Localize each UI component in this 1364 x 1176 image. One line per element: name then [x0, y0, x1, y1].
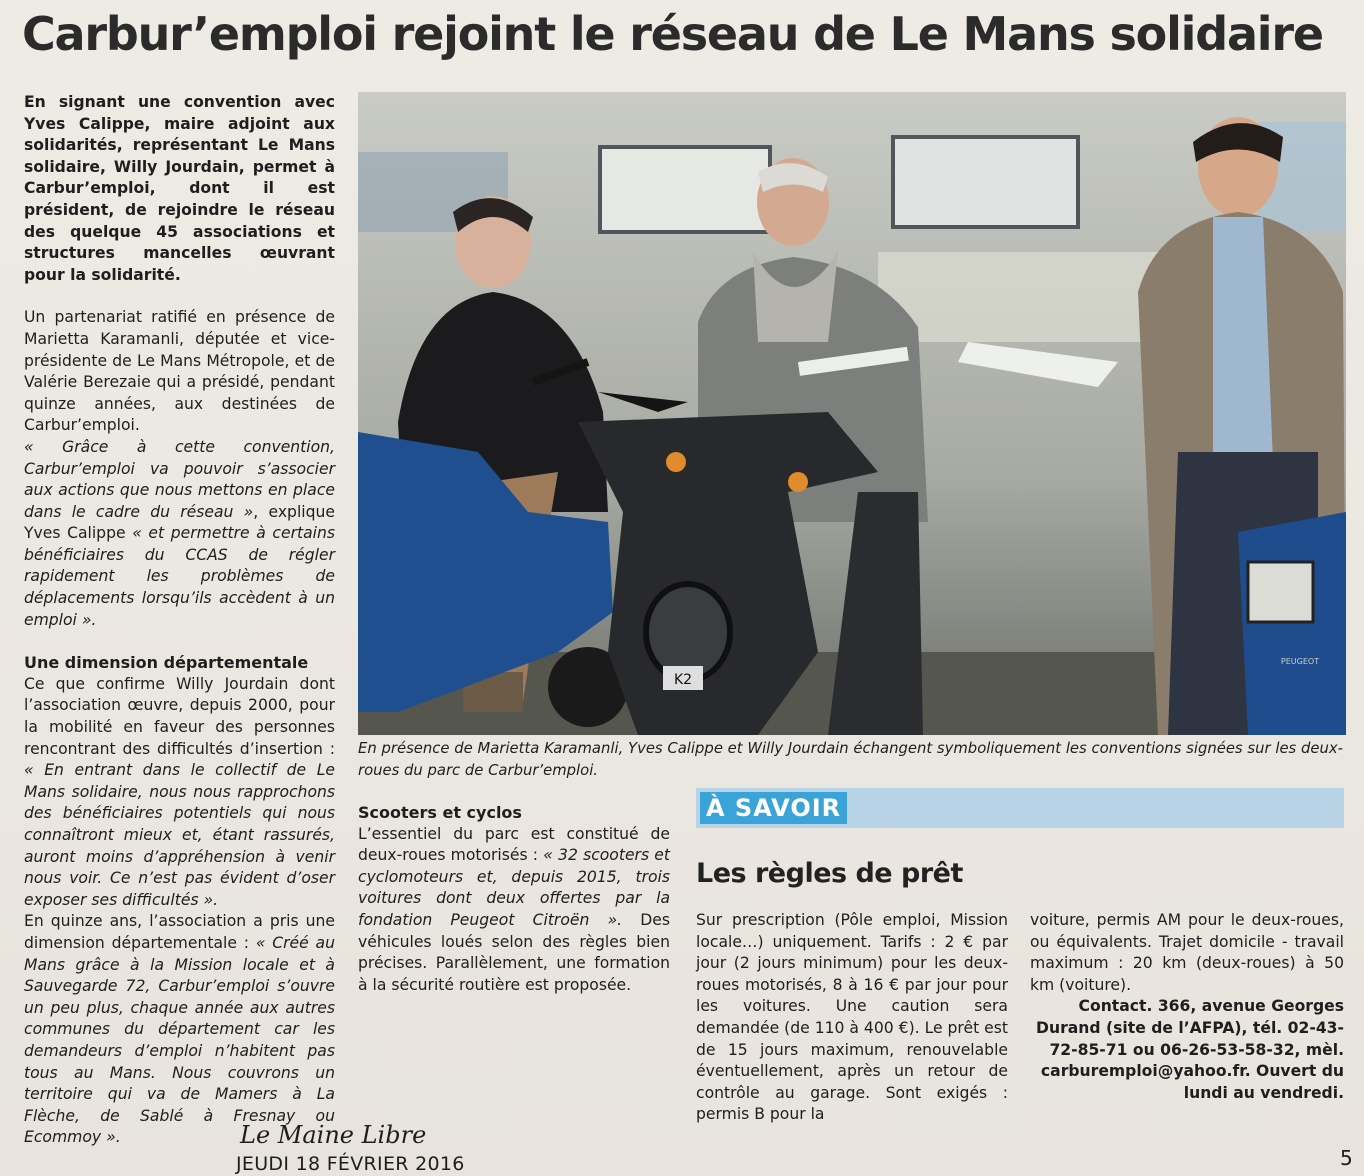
box-column-right: voiture, permis AM pour le deux-roues, ou équivalents. Trajet domicile - travail maximum : 20 km (deux-roues) à 50 km (voiture). Contact. 366, avenue Georges Durand (site de l’AFPA), tél. 02-43-72-85-71 ou 06-26-53-58-32, mèl. carburemploi@yahoo.fr. Ouvert du lundi au vendredi.: [1030, 910, 1344, 1104]
page-number: 5: [1340, 1146, 1353, 1170]
quote: « Créé au Mans grâce à la Mission locale et à Sauvegarde 72, Carbur’emploi s’ouvre un peu plus, chaque année aux autres communes du département car les demandeurs d’emploi n’habitent pas tous au Mans. Nous couvrons un territoire qui va de Mamers à La Flèche, de Sablé à Fresnay ou Ecommoy ».: [24, 933, 335, 1147]
quote: « En entrant dans le collectif de Le Mans solidaire, nous nous rapprochons des bénéficiaires potentiels qui nous connaîtront mieux et, étant rassurés, auront moins d’appréhension à venir nous voir. Ce n’est pas évident d’oser exposer ses difficultés ».: [24, 761, 335, 909]
body-paragraph-4: En quinze ans, l’association a pris une dimension départementale : « Créé au Mans grâce à la Mission locale et à Sauvegarde 72, Carbur’emploi s’ouvre un peu plus, chaque année aux autres communes du département car les demandeurs d’emploi n’habitent pas tous au Mans. Nous couvrons un territoire qui va de Mamers à La Flèche, de Sablé à Fresnay ou Ecommoy ».: [24, 912, 335, 1147]
headline: Carbur’emploi rejoint le réseau de Le Mans solidaire: [22, 7, 1323, 61]
left-column: [24, 92, 335, 1149]
a-savoir-banner: [696, 788, 1344, 828]
quote: « et permettre à certains bénéficiaires du CCAS de régler rapidement les problèmes de déplacements lorsqu’ils accèdent à un emploi ».: [24, 524, 335, 629]
peugeot-badge: PEUGEOT: [1280, 657, 1320, 666]
quote: « 32 scooters et cyclomoteurs et, depuis 2015, trois voitures dont deux offertes par la fondation Peugeot Citroën ».: [358, 846, 670, 929]
photo-caption: En présence de Marietta Karamanli, Yves Calippe et Willy Jourdain échangent symboliquement les conventions signées sur les deux-roues du parc de Carbur’emploi.: [358, 740, 1343, 779]
subheading-departementale: Une dimension départementale: [24, 653, 309, 673]
box-title: Les règles de prêt: [696, 858, 963, 889]
body-paragraph-1: Un partenariat ratifié en présence de Marietta Karamanli, députée et vice-présidente de Le Mans Métropole, et de Valérie Berezaie qui a présidé, pendant quinze années, aux destinées de Carbur’emploi.: [24, 308, 335, 435]
license-plate: K2: [673, 672, 693, 688]
box-column-left: Sur prescription (Pôle emploi, Mission locale…) uniquement. Tarifs : 2 € par jour (2 jours minimum) pour les deux-roues motorisés, 8 à 16 € par jour pour les voitures. Une caution sera demandée (de 110 à 400 €). Le prêt est de 15 jours maximum, renouvelable éventuellement, après un retour de contrôle au garage. Sont exigés : permis B pour la: [696, 911, 1008, 1124]
middle-column: [358, 802, 670, 996]
publication-date: JEUDI 18 FÉVRIER 2016: [236, 1153, 465, 1175]
body-paragraph-3: Ce que confirme Willy Jourdain dont l’association œuvre, depuis 2000, pour la mobilité en faveur des personnes rencontrant des difficultés d’insertion : « En entrant dans le collectif de Le Mans solidaire, nous nous rapprochons des bénéficiaires potentiels qui nous connaîtront mieux et, étant rassurés, auront moins d’appréhension à venir nous voir. Ce n’est pas évident d’oser exposer ses difficultés ».: [24, 674, 335, 909]
quote: « Grâce à cette convention, Carbur’emploi va pouvoir s’associer aux actions que nous mettons en place dans le cadre du réseau »: [24, 437, 335, 521]
a-savoir-label: À SAVOIR: [700, 792, 847, 824]
article-photo: [358, 92, 1346, 735]
newspaper-name: Le Maine Libre: [240, 1121, 427, 1149]
contact-info: Contact. 366, avenue Georges Durand (site de l’AFPA), tél. 02-43-72-85-71 ou 06-26-53-58-32, mèl. carburemploi@yahoo.fr. Ouvert du lundi au vendredi.: [1036, 997, 1344, 1102]
lead-paragraph: En signant une convention avec Yves Calippe, maire adjoint aux solidarités, représentant Le Mans solidaire, Willy Jourdain, permet à Carbur’emploi, dont il est président, de rejoindre le réseau des quelque 45 associations et structures mancelles œuvrant pour la solidarité.: [24, 93, 335, 284]
body-paragraph-2: « Grâce à cette convention, Carbur’emploi va pouvoir s’associer aux actions que nous mettons en place dans le cadre du réseau », explique Yves Calippe « et permettre à certains bénéficiaires du CCAS de régler rapidement les problèmes de déplacements lorsqu’ils accèdent à un emploi ».: [24, 437, 335, 629]
body-paragraph-5: L’essentiel du parc est constitué de deux-roues motorisés : « 32 scooters et cyclomoteurs et, depuis 2015, trois voitures dont deux offertes par la fondation Peugeot Citroën ». Des véhicules loués selon des règles bien précises. Parallèlement, une formation à la sécurité routière est proposée.: [358, 824, 670, 994]
subheading-scooters: Scooters et cyclos: [358, 803, 522, 822]
photo-illustration: [358, 92, 1346, 735]
scooter-3: [1238, 512, 1346, 735]
